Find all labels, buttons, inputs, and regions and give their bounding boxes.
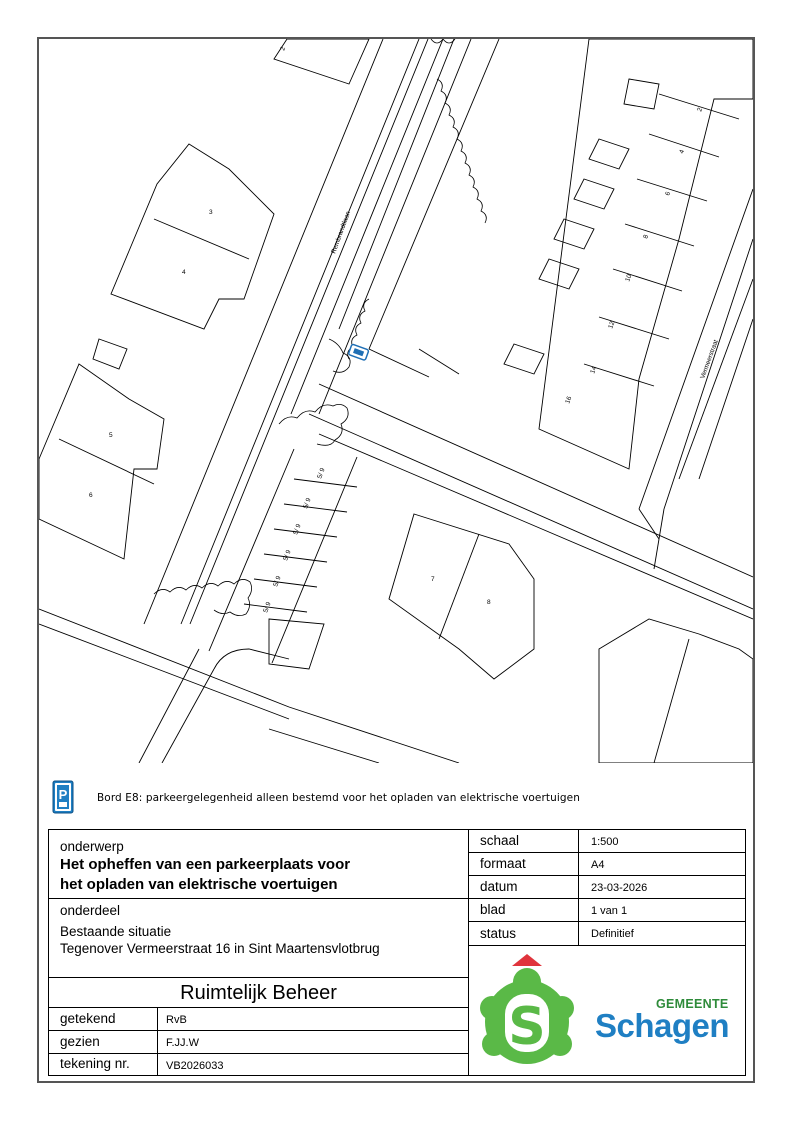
svg-text:5/ 9: 5/ 9 <box>272 575 283 588</box>
subject-line-2: het opladen van elektrische voertuigen <box>60 876 338 893</box>
svg-text:4: 4 <box>678 148 687 155</box>
logo-schagen-text: Schagen <box>595 1007 730 1044</box>
map-e8-sign-icon <box>348 344 369 360</box>
svg-text:7: 7 <box>431 576 435 583</box>
svg-text:5: 5 <box>109 432 113 439</box>
format-value: A4 <box>591 859 605 871</box>
scale-label: schaal <box>480 833 520 848</box>
legend <box>52 780 742 810</box>
format-label: formaat <box>480 856 526 871</box>
part-label: onderdeel <box>60 903 121 918</box>
status-value: Definitief <box>591 928 634 940</box>
svg-text:5/ 9: 5/ 9 <box>262 601 273 614</box>
sheet-label: blad <box>480 902 506 917</box>
svg-text:5/ 9: 5/ 9 <box>316 467 327 480</box>
scale-value: 1:500 <box>591 836 619 848</box>
svg-text:5/ 9: 5/ 9 <box>292 523 303 536</box>
svg-text:6: 6 <box>664 190 673 197</box>
svg-text:2: 2 <box>279 45 288 52</box>
drawn-by-label: getekend <box>60 1011 116 1026</box>
site-map <box>39 39 753 763</box>
subject-label: onderwerp <box>60 839 124 854</box>
street-label-rembrandtlaan: Rembrandtlaan <box>330 210 353 255</box>
part-line-2: Tegenover Vermeerstraat 16 in Sint Maartensvlotbrug <box>60 941 380 956</box>
schagen-s-emblem-icon <box>472 948 582 1072</box>
svg-text:10: 10 <box>624 273 634 283</box>
drawn-by-value: RvB <box>166 1014 187 1026</box>
svg-text:6: 6 <box>89 492 93 499</box>
svg-text:4: 4 <box>182 269 186 276</box>
drawing-number-label: tekening nr. <box>60 1056 130 1071</box>
svg-text:5/ 9: 5/ 9 <box>302 497 313 510</box>
checked-by-value: F.JJ.W <box>166 1037 199 1049</box>
logo-gemeente-text: GEMEENTE <box>656 997 729 1011</box>
street-label-vermeerstraat: Vermeerstraat <box>699 338 720 380</box>
svg-text:2: 2 <box>696 106 705 113</box>
department-name: Ruimtelijk Beheer <box>180 982 337 1004</box>
svg-text:14: 14 <box>589 365 599 375</box>
checked-by-label: gezien <box>60 1034 100 1049</box>
status-label: status <box>480 926 517 941</box>
legend-text: Bord E8: parkeergelegenheid alleen bestemd voor het opladen van elektrische voertuigen <box>97 792 580 804</box>
svg-text:P: P <box>58 787 68 802</box>
sheet-value: 1 van 1 <box>591 905 628 917</box>
date-label: datum <box>480 879 518 894</box>
svg-text:8: 8 <box>487 599 491 606</box>
drawing-number-value: VB2026033 <box>166 1060 224 1072</box>
e8-charging-parking-sign-icon <box>52 780 74 814</box>
svg-text:3: 3 <box>209 209 213 216</box>
svg-text:5/ 9: 5/ 9 <box>282 549 293 562</box>
svg-text:16: 16 <box>564 395 574 405</box>
svg-text:S: S <box>508 997 546 1057</box>
date-value: 23-03-2026 <box>591 882 648 894</box>
road-edge <box>144 39 383 624</box>
svg-text:12: 12 <box>607 320 617 330</box>
part-line-1: Bestaande situatie <box>60 924 172 939</box>
svg-text:8: 8 <box>642 233 651 240</box>
subject-line-1: Het opheffen van een parkeerplaats voor <box>60 856 351 873</box>
gemeente-schagen-logo <box>472 948 744 1072</box>
